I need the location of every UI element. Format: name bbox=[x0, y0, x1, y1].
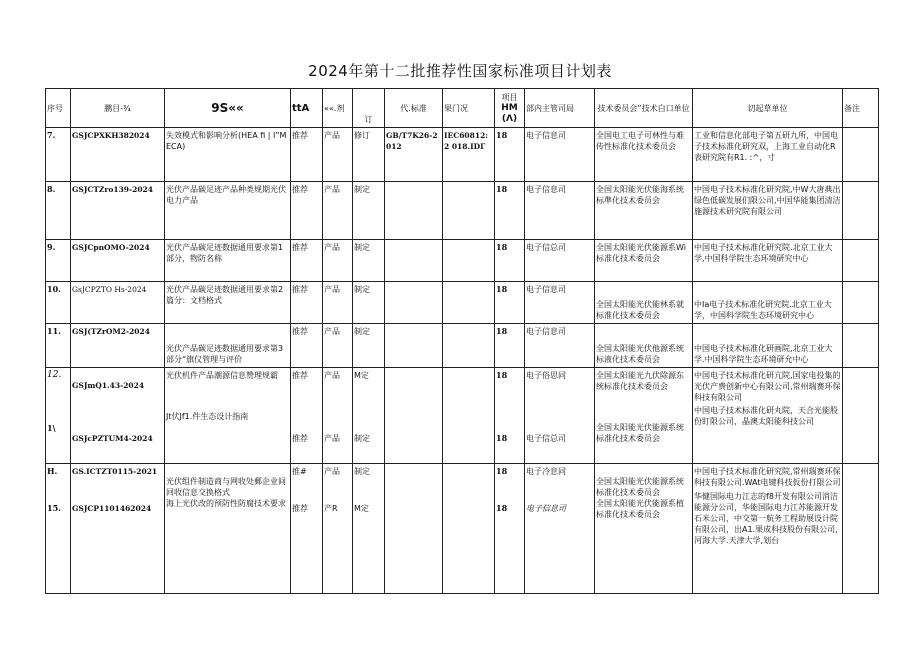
row-nature-13: 推荐 bbox=[292, 434, 308, 443]
row-code: GsJCPZTO Hs-2024 bbox=[71, 282, 165, 324]
row-remark bbox=[843, 324, 879, 368]
row-name bbox=[165, 464, 291, 594]
row-type: 产品 bbox=[323, 282, 353, 324]
row-drafter-text: 工业和信息化部电子第五研九所，中国电子技术标准化研究双，上海工业自动化R表研究院有R1. bbox=[694, 131, 838, 162]
row-authority-14: 电子冷息同 bbox=[526, 467, 566, 476]
row-remark bbox=[843, 464, 879, 594]
row-drafter-13: 中国电子技术标准化研丸院，天合光能股份盯限公司，晶澳太阳能科技公司 bbox=[694, 406, 838, 426]
row-nature: 推荐 bbox=[291, 128, 323, 182]
row-no: 10. bbox=[46, 282, 71, 324]
row-drafter: 中国电子技术标准化研画院,北京工业大学.中国科学院生态环境研允中心 bbox=[693, 324, 843, 368]
row-committee bbox=[595, 464, 693, 594]
row-type bbox=[323, 368, 353, 464]
row-nature: 推荐 bbox=[291, 182, 323, 240]
header-replaced: 代.标准 bbox=[385, 89, 443, 128]
row-authority-12: 电子俗思同 bbox=[526, 371, 566, 380]
header-remark: 备注 bbox=[843, 89, 879, 128]
row-nature-12: 推荐 bbox=[292, 371, 308, 380]
row-type: 产品 bbox=[323, 240, 353, 282]
row-drafter bbox=[693, 368, 843, 464]
row-authority: 电子信息司 bbox=[525, 128, 595, 182]
row-committee: 全国太阳能光伏能源系Wi标准化技术委员会 bbox=[595, 240, 693, 282]
row-authority bbox=[525, 464, 595, 594]
row-no bbox=[46, 464, 71, 594]
header-authority: 部内主管司局 bbox=[525, 89, 595, 128]
row-replaced bbox=[385, 282, 443, 324]
row-name: 光伏产品碳足迹数据通用要求第3部分“旗仪管理与评价 bbox=[165, 324, 291, 368]
row-method-13: 制定 bbox=[354, 434, 370, 443]
row-no-15: 15. bbox=[47, 503, 61, 513]
row-type-12: 产品 bbox=[324, 371, 340, 380]
row-committee-13: 全国太阳能光伏能源系统标准化技术委员会 bbox=[596, 423, 684, 443]
header-period-line2: HM(Λ) bbox=[501, 102, 518, 124]
row-replaced bbox=[385, 368, 443, 464]
row-nature: 推荐 bbox=[291, 240, 323, 282]
row-no: 8. bbox=[46, 182, 71, 240]
row-no-12: 12. bbox=[47, 370, 62, 380]
row-authority: 电子信息司 bbox=[525, 282, 595, 324]
table-header-row bbox=[46, 89, 879, 128]
table-row bbox=[46, 282, 879, 324]
row-drafter: 中Ia电子技术标准化研究院.北京工业大学，中国科学院生态环境研究中心 bbox=[693, 282, 843, 324]
row-remark bbox=[843, 240, 879, 282]
header-type: ««.剂 bbox=[323, 89, 353, 128]
row-drafter bbox=[693, 128, 843, 182]
row-name bbox=[165, 368, 291, 464]
row-period-13: 18 bbox=[496, 433, 508, 443]
header-name: 9S«« bbox=[165, 89, 291, 128]
row-no bbox=[46, 368, 71, 464]
row-nature bbox=[291, 368, 323, 464]
row-method: 制定 bbox=[353, 182, 385, 240]
row-type-14: 产品 bbox=[324, 467, 340, 476]
table-row bbox=[46, 324, 879, 368]
row-authority: 电子信息司 bbox=[525, 324, 595, 368]
row-authority: 电子信息司 bbox=[525, 182, 595, 240]
row-method bbox=[353, 368, 385, 464]
row-method: 制定 bbox=[353, 240, 385, 282]
row-code: GSJCTZro139-2024 bbox=[71, 182, 165, 240]
row-committee: 全国太阳能光伏能海系统标準化技术委员会 bbox=[595, 182, 693, 240]
row-name-15: 海上光伏改的预防性防腐技术要求 bbox=[166, 499, 286, 508]
row-no-14: H. bbox=[47, 466, 58, 476]
row-drafter-14: 中国电子技术标准化研究院,常州瑞赛环保科技有限公司.WAt电键科技仮份打限公司 bbox=[694, 467, 841, 487]
row-type-13: 产品 bbox=[324, 434, 340, 443]
table-row bbox=[46, 368, 879, 464]
row-type-15: 产R bbox=[324, 504, 338, 513]
row-period-15: 18 bbox=[496, 503, 508, 513]
row-period bbox=[495, 464, 525, 594]
row-authority bbox=[525, 368, 595, 464]
row-remark bbox=[843, 282, 879, 324]
row-period: 18 bbox=[495, 182, 525, 240]
row-name: 失效模式和影响分析(HEA fi | I”MECA) bbox=[165, 128, 291, 182]
header-nature: ttA bbox=[291, 89, 323, 128]
row-period bbox=[495, 368, 525, 464]
row-name: 光伏产品碳足迹数据通用要求第2篇分：文档格式 bbox=[165, 282, 291, 324]
row-intl bbox=[443, 464, 495, 594]
row-authority-13: 电子信总司 bbox=[526, 434, 566, 443]
header-committee: 技术委员会”技术白口单位 bbox=[595, 89, 693, 128]
row-remark bbox=[843, 182, 879, 240]
row-authority-15: 电子信息司 bbox=[526, 504, 566, 513]
row-name-13: Jt伏Jf1.件生态设计指南 bbox=[166, 412, 249, 421]
row-committee-12: 全国太阳能光九伏除源东统标准化技术委员会 bbox=[596, 371, 684, 391]
row-committee-14: 全国太阳能光伏能源系统标准化技术委员会 bbox=[596, 477, 684, 497]
row-drafter-15: 华健国际电力江志的f8开发有限公司消洁能源分公司，华能国际电力江苏能源开发石米公司，中交第一航务工程助展设计院有限公司，出A1.果成科技股份有限公司,河海大学.天津大学,划台 bbox=[694, 492, 838, 545]
row-period-12: 18 bbox=[496, 370, 508, 380]
row-committee-15: 全国太阳能光伏能源系植标准化技术委员会 bbox=[596, 499, 684, 519]
row-method: 修订 bbox=[353, 128, 385, 182]
row-no-13: 1\ bbox=[47, 423, 56, 433]
row-code bbox=[71, 464, 165, 594]
row-period: 18 bbox=[495, 128, 525, 182]
row-drafter: 中国电子技术标准化研究院.北京工业大学,中国科学院生态环境研究中心 bbox=[693, 240, 843, 282]
row-type: 产品 bbox=[323, 182, 353, 240]
row-committee: 全国太阳能光伏他源系统标液化技术委员会 bbox=[595, 324, 693, 368]
row-period: 18 bbox=[495, 282, 525, 324]
row-remark bbox=[843, 128, 879, 182]
row-nature-15: 推荐 bbox=[292, 504, 308, 513]
row-replaced bbox=[385, 182, 443, 240]
header-period-line1: 项目 bbox=[501, 92, 518, 102]
row-code: GSJCPXKH382024 bbox=[71, 128, 165, 182]
row-nature: 推荐 bbox=[291, 282, 323, 324]
row-period: 18 bbox=[495, 324, 525, 368]
row-nature: 推荐 bbox=[291, 324, 323, 368]
row-code: GSJ(TZrOM2-2024 bbox=[71, 324, 165, 368]
row-intl bbox=[443, 368, 495, 464]
row-intl bbox=[443, 240, 495, 282]
row-method-15: M定 bbox=[354, 504, 369, 513]
header-drafter: 切起草单位 bbox=[693, 89, 843, 128]
row-method: 制定 bbox=[353, 282, 385, 324]
row-code-15: GSJCP1101462024 bbox=[72, 504, 152, 513]
row-no: 9. bbox=[46, 240, 71, 282]
row-drafter bbox=[693, 464, 843, 594]
row-authority: 电子信总司 bbox=[525, 240, 595, 282]
row-type bbox=[323, 464, 353, 594]
row-name: 光伏产品碳足迹产品种类规期光伏电力产品 bbox=[165, 182, 291, 240]
row-intl bbox=[443, 282, 495, 324]
header-intl: 果门况 bbox=[443, 89, 495, 128]
row-replaced: GB/T7K26-2012 bbox=[385, 128, 443, 182]
row-remark bbox=[843, 368, 879, 464]
row-period: 18 bbox=[495, 240, 525, 282]
row-name-14: 光伏组件制造商与网收处郵企业间回收信息交换格式 bbox=[166, 477, 286, 497]
row-method-12: M定 bbox=[354, 371, 369, 380]
row-period-14: 18 bbox=[496, 466, 508, 476]
row-nature bbox=[291, 464, 323, 594]
row-committee: 全国太阳能光伏能林系就标准化技术委员会 bbox=[595, 282, 693, 324]
row-intl: IEC60812:2 018.IDΓ bbox=[443, 128, 495, 182]
row-name: 光伏产品碳足迹数据通用要求第1部分，物防名称 bbox=[165, 240, 291, 282]
row-method bbox=[353, 464, 385, 594]
row-no: 7. bbox=[46, 128, 71, 182]
row-intl bbox=[443, 182, 495, 240]
row-name-12: 光伏机件产品潮源信息赞理规霸 bbox=[166, 371, 278, 380]
row-replaced bbox=[385, 240, 443, 282]
table-row bbox=[46, 128, 879, 182]
row-method: 制定 bbox=[353, 324, 385, 368]
row-nature-14: 推# bbox=[292, 467, 307, 476]
table-row bbox=[46, 182, 879, 240]
row-code-13: GSJcPZTUM4-2024 bbox=[72, 434, 153, 443]
header-method: 订 bbox=[353, 89, 385, 128]
row-code bbox=[71, 368, 165, 464]
header-seq: 序号 bbox=[46, 89, 71, 128]
page-title: 2024年第十二批推荐性国家标准项目计划表 bbox=[308, 62, 612, 80]
row-drafter: 中国电子技术标准化研究院,中W大唐典出绿色低碳发展们限公司,中国华能集团清洁施源技术研究院有限公司 bbox=[693, 182, 843, 240]
header-code: 鹏目-¾ bbox=[71, 89, 165, 128]
row-code-12: GSJmQ1.43-2024 bbox=[72, 381, 145, 390]
row-type: 产品 bbox=[323, 324, 353, 368]
row-committee: 全国电工电子可林性与难传性标准化技术委员会 bbox=[595, 128, 693, 182]
row-code: GSJCpnOMO-2024 bbox=[71, 240, 165, 282]
row-replaced bbox=[385, 464, 443, 594]
row-committee bbox=[595, 368, 693, 464]
table-row bbox=[46, 464, 879, 594]
standards-plan-table bbox=[45, 88, 879, 594]
row-replaced bbox=[385, 324, 443, 368]
row-no: 11. bbox=[46, 324, 71, 368]
header-period bbox=[495, 89, 525, 128]
row-drafter-extra: ː^，寸 bbox=[749, 153, 776, 162]
table-row bbox=[46, 240, 879, 282]
row-drafter-12: 中国电子技术标准化研亢院,国家电投集的光伏产费创新中心有限公司,常州瑞赛环保科技有限公司 bbox=[694, 371, 841, 402]
row-method-14: 制定 bbox=[354, 467, 370, 476]
row-intl bbox=[443, 324, 495, 368]
row-code-14: GS.ICTZT0115-2021 bbox=[72, 467, 158, 476]
row-type: 产品 bbox=[323, 128, 353, 182]
